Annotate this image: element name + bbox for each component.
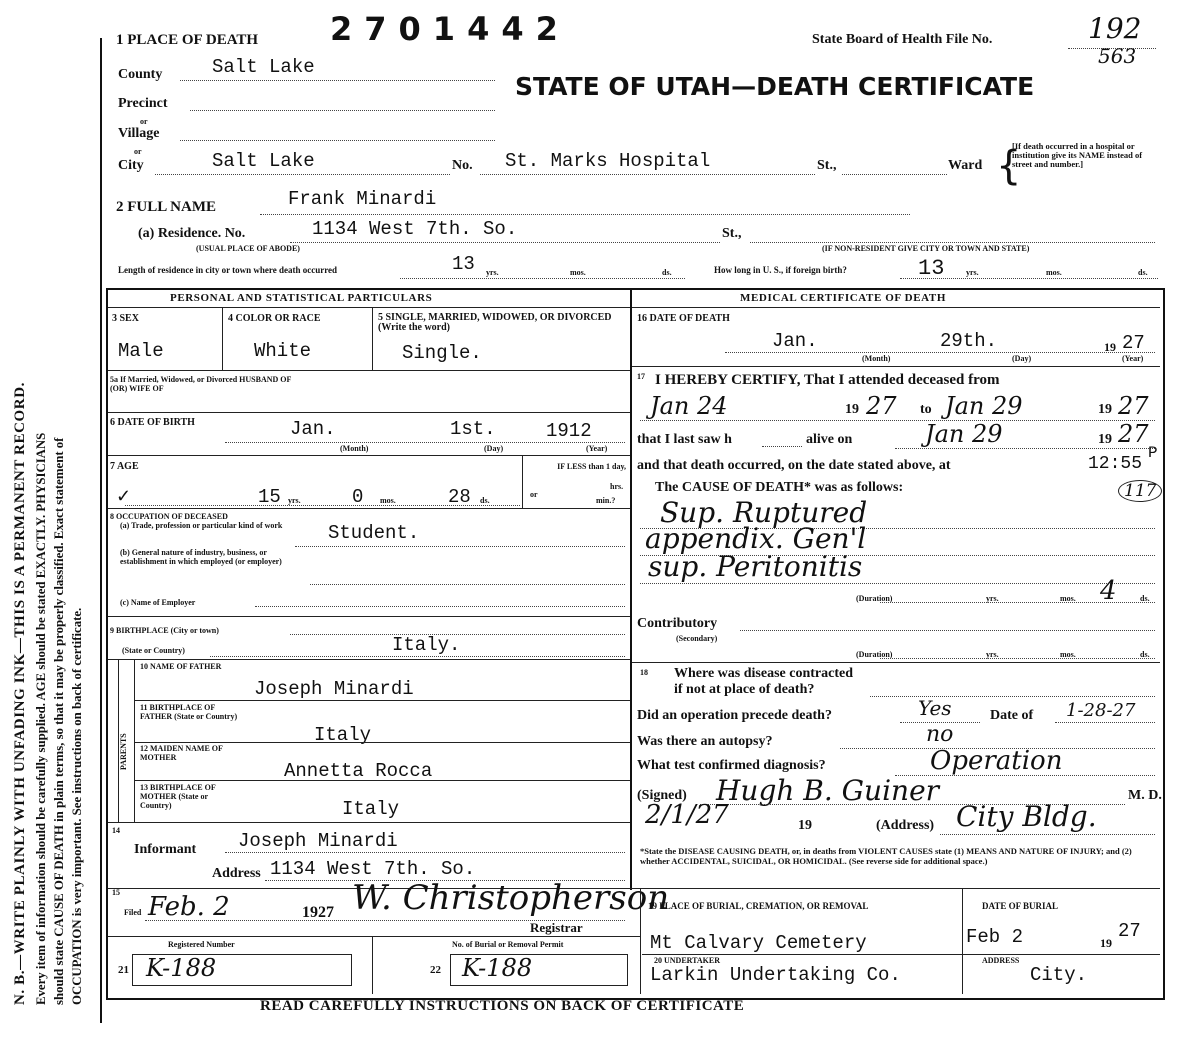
burial-permit-label: No. of Burial or Removal Permit <box>452 940 564 949</box>
sex-label: 3 SEX <box>112 313 139 324</box>
registrar-label: Registrar <box>530 920 583 935</box>
mother-value: Annetta Rocca <box>284 760 433 782</box>
parents-divider2 <box>134 660 135 822</box>
father-label: 10 NAME OF FATHER <box>140 662 222 671</box>
mother-bp-value: Italy <box>342 798 400 820</box>
mother-bottom <box>135 780 630 781</box>
sign-address: City Bldg. <box>956 800 1097 833</box>
informant-address-label: Address <box>212 866 261 881</box>
us-value: 13 <box>918 256 945 281</box>
where-label: Where was disease contracted <box>674 666 853 681</box>
attended-from: Jan 24 <box>650 392 728 420</box>
age-ds: 28 <box>448 486 471 508</box>
date-burial: Feb 2 <box>966 926 1024 948</box>
attended-line <box>640 420 1155 421</box>
full-name-value: Frank Minardi <box>288 188 437 210</box>
cause-line3: sup. Peritonitis <box>648 550 863 583</box>
county-line <box>180 80 495 81</box>
op-date: 1-28-27 <box>1066 700 1136 721</box>
dur2-mos: mos. <box>1060 650 1076 659</box>
occupation-a: (a) Trade, profession or particular kind of work <box>120 521 283 530</box>
age-ds-unit: ds. <box>480 496 490 505</box>
death-date-line <box>725 352 1155 353</box>
alive-year: 27 <box>1118 420 1149 448</box>
cause-line3-rule <box>640 583 1155 584</box>
ward-note: [If death occurred in a hospital or institution give its NAME instead of street and number.] <box>1012 141 1143 169</box>
operation-label: Did an operation precede death? <box>637 708 832 723</box>
burial-bottom <box>642 954 1160 955</box>
to-year-prefix: 19 <box>1098 402 1112 417</box>
undertaker-address-label: ADDRESS <box>982 956 1020 965</box>
death-time: 12:55 <box>1088 454 1143 474</box>
full-name-line <box>260 214 910 215</box>
residence-st: St., <box>722 226 742 241</box>
length-label: Length of residence in city or town where death occurred <box>118 265 338 275</box>
us-ds: ds. <box>1138 268 1148 277</box>
ward-bracket: { <box>996 143 1022 189</box>
precinct-line <box>190 110 495 111</box>
side-note-line1: N. B.—WRITE PLAINLY WITH UNFADING INK—THIS IS A PERMANENT RECORD. <box>12 382 28 1005</box>
length-mos: mos. <box>570 268 586 277</box>
dob-year-sub: (Year) <box>586 444 608 453</box>
filed-year: 1927 <box>302 904 334 921</box>
contributory-label: Contributory <box>637 616 718 631</box>
alive-year-prefix: 19 <box>1098 432 1112 447</box>
dob-month: Jan. <box>290 418 336 440</box>
sign-date-nineteen: 19 <box>798 818 812 833</box>
sex-divider <box>222 308 223 370</box>
center-divider <box>630 290 632 890</box>
county-value: Salt Lake <box>212 56 315 78</box>
dur-yrs: yrs. <box>986 594 999 603</box>
mother-bp-bottom <box>108 822 630 823</box>
row6-bottom <box>108 455 630 456</box>
length-yrs: yrs. <box>486 268 499 277</box>
saw-label: that I last saw h <box>637 432 732 447</box>
marital-value: Single. <box>402 342 482 364</box>
num15: 15 <box>112 888 120 897</box>
birthplace-value: Italy. <box>392 634 461 656</box>
to-year: 27 <box>1118 392 1149 420</box>
age-yrs-unit: yrs. <box>288 496 301 505</box>
residence-value: 1134 West 7th. So. <box>312 218 518 240</box>
ward-label: Ward <box>948 158 983 173</box>
length-value: 13 <box>452 253 475 275</box>
row3-bottom <box>108 370 630 371</box>
file-no-secondary: 563 <box>1098 44 1137 68</box>
num21: 21 <box>118 964 129 976</box>
birthplace-label: 9 BIRTHPLACE (City or town) <box>110 626 219 635</box>
city-label: City <box>118 158 144 173</box>
where-rule <box>870 696 1155 697</box>
birthplace-sub: (State or Country) <box>122 646 185 655</box>
us-line <box>900 278 1158 279</box>
reg-number: K-188 <box>146 954 217 982</box>
village-line <box>180 140 495 141</box>
or-2: or <box>134 147 142 156</box>
spouse-label: 5a If Married, Widowed, or Divorced HUSBAND OF (OR) WIFE OF <box>110 375 292 393</box>
city-value: Salt Lake <box>212 150 315 172</box>
occupation-value: Student. <box>328 522 420 544</box>
death-year-prefix: 19 <box>1104 340 1116 354</box>
undertaker-label: 20 UNDERTAKER <box>654 956 721 965</box>
left-border <box>100 38 102 1023</box>
test-value: Operation <box>930 746 1063 776</box>
mother-bp-label: 13 BIRTHPLACE OF MOTHER (State or Country) <box>140 783 216 810</box>
occupation-b-line <box>310 584 625 585</box>
row7-bottom <box>108 508 630 509</box>
dur2-yrs: yrs. <box>986 650 999 659</box>
side-note-line3: should state CAUSE OF DEATH in plain terms, so that it may be properly classified. Exact statement of <box>52 437 66 1005</box>
death-month-sub: (Month) <box>862 354 891 363</box>
death-month: Jan. <box>772 330 818 352</box>
num18: 18 <box>640 668 648 677</box>
medical-header: MEDICAL CERTIFICATE OF DEATH <box>740 292 946 304</box>
age-mos: 0 <box>352 486 364 508</box>
length-line <box>400 278 685 279</box>
dur-ds: ds. <box>1140 594 1150 603</box>
us-label: How long in U. S., if foreign birth? <box>714 265 847 275</box>
duration-label-2: (Duration) <box>856 650 893 659</box>
num17: 17 <box>637 372 645 381</box>
attended-to: Jan 29 <box>945 392 1023 420</box>
age-yrs: 15 <box>258 486 281 508</box>
parents-label: PARENTS <box>119 733 128 770</box>
date-burial-prefix: 19 <box>1100 936 1112 950</box>
contributory-rule <box>740 630 1155 631</box>
us-mos: mos. <box>1046 268 1062 277</box>
alive-on: Jan 29 <box>925 420 1003 448</box>
burial-date-divider <box>962 888 963 994</box>
cause-label: The CAUSE OF DEATH* was as follows: <box>655 480 904 495</box>
occupation-line <box>295 546 625 547</box>
hrs-label: hrs. <box>610 482 624 491</box>
where-label-2: if not at place of death? <box>674 682 815 697</box>
age-line <box>125 505 520 506</box>
less-label: IF LESS than 1 day, <box>557 462 626 471</box>
residence-sub: (USUAL PLACE OF ABODE) <box>196 244 300 253</box>
md-label: M. D. <box>1128 788 1162 803</box>
color-label: 4 COLOR OR RACE <box>228 313 321 324</box>
age-divider <box>522 456 523 508</box>
dob-day-sub: (Day) <box>484 444 504 453</box>
death-pm: P <box>1148 444 1158 462</box>
from-year: 27 <box>866 392 897 420</box>
signature: Hugh B. Guiner <box>716 774 940 807</box>
occupation-c: (c) Name of Employer <box>120 598 196 607</box>
no-value: St. Marks Hospital <box>505 150 711 172</box>
place-of-death-heading: 1 PLACE OF DEATH <box>116 32 259 48</box>
row16-bottom <box>632 366 1160 367</box>
death-day: 29th. <box>940 330 998 352</box>
dob-day: 1st. <box>450 418 496 440</box>
dur2-ds: ds. <box>1140 650 1150 659</box>
date-burial-year: 27 <box>1118 920 1141 942</box>
row5a-bottom <box>108 412 630 413</box>
row17-bottom <box>632 662 1160 663</box>
cause-line2: appendix. Gen'l <box>645 522 867 555</box>
certificate-title: STATE OF UTAH—DEATH CERTIFICATE <box>515 72 1035 101</box>
burial-permit: K-188 <box>462 954 533 982</box>
informant-value: Joseph Minardi <box>238 830 398 852</box>
reg-top <box>108 936 640 937</box>
date-burial-label: DATE OF BURIAL <box>982 901 1059 911</box>
filed-date: Feb. 2 <box>148 892 230 922</box>
side-note-line2: Every item of information should be carefully supplied. AGE should be stated EXACTLY. PHYSICIANS <box>34 432 48 1005</box>
marital-label: 5 SINGLE, MARRIED, WIDOWED, OR DIVORCED (Write the word) <box>378 312 612 333</box>
mother-label: 12 MAIDEN NAME OF MOTHER <box>140 744 223 762</box>
place-burial: Mt Calvary Cemetery <box>650 932 867 954</box>
address-rule <box>940 834 1155 835</box>
duration-label: (Duration) <box>856 594 893 603</box>
death-day-sub: (Day) <box>1012 354 1032 363</box>
employer-line <box>255 606 625 607</box>
age-check: ✓ <box>116 486 132 506</box>
date-of-death-label: 16 DATE OF DEATH <box>637 313 730 324</box>
registrar-signature: W. Christopherson <box>352 878 670 918</box>
age-mos-unit: mos. <box>380 496 396 505</box>
test-label: What test confirmed diagnosis? <box>637 758 826 773</box>
dur-mos: mos. <box>1060 594 1076 603</box>
autopsy-value: no <box>926 722 954 747</box>
row9-bottom <box>108 659 630 660</box>
sign-address-label: (Address) <box>876 818 935 833</box>
cause-line1: Sup. Ruptured <box>660 496 868 529</box>
color-value: White <box>254 340 312 362</box>
op-date-label: Date of <box>990 708 1034 723</box>
min-label: min.? <box>596 496 616 505</box>
undertaker: Larkin Undertaking Co. <box>650 964 901 986</box>
death-year-sub: (Year) <box>1122 354 1144 363</box>
sex-value: Male <box>118 340 164 362</box>
us-yrs: yrs. <box>966 268 979 277</box>
certificate-number: 2701442 <box>330 10 570 48</box>
residence-line <box>290 242 720 243</box>
village-label: Village <box>118 126 160 141</box>
or-label: or <box>530 490 538 499</box>
undertaker-address: City. <box>1030 964 1088 986</box>
place-burial-label: 19 PLACE OF BURIAL, CREMATION, OR REMOVAL <box>648 901 869 911</box>
personal-header: PERSONAL AND STATISTICAL PARTICULARS <box>170 292 433 304</box>
num22: 22 <box>430 964 441 976</box>
birthplace-line2 <box>210 656 625 657</box>
informant-label: Informant <box>134 842 197 857</box>
precinct-label: Precinct <box>118 96 168 111</box>
medical-note: *State the DISEASE CAUSING DEATH, or, in deaths from VIOLENT CAUSES state (1) MEANS AND NATURE OF INJURY; and (2) whether ACCIDENTAL, SUICIDAL, OR HOMICIDAL. (See reverse side for additional space.) <box>640 846 1132 866</box>
informant-num: 14 <box>112 826 120 835</box>
side-note-line4: OCCUPATION is very important. See instructions on back of certificate. <box>70 607 84 1005</box>
father-bp-bottom <box>135 742 630 743</box>
operation-value: Yes <box>918 696 952 720</box>
dur-value: 4 <box>1100 576 1117 606</box>
reg-number-label: Registered Number <box>168 940 235 949</box>
filed-label: Filed <box>124 908 142 917</box>
autopsy-label: Was there an autopsy? <box>637 734 773 749</box>
father-bottom <box>135 700 630 701</box>
sign-date: 2/1/27 <box>645 800 729 830</box>
residence-label: (a) Residence. No. <box>138 226 246 241</box>
reg-divider <box>372 936 373 994</box>
signed-label: (Signed) <box>637 788 687 803</box>
alive-label: alive on <box>806 432 853 447</box>
no-label: No. <box>452 158 473 173</box>
dob-label: 6 DATE OF BIRTH <box>110 417 195 428</box>
certify-text: I HEREBY CERTIFY, That I attended deceased from <box>655 372 1000 388</box>
alive-line <box>895 448 1155 449</box>
occupation-b: (b) General nature of industry, business, or establishment in which employed (or employer) <box>120 548 282 566</box>
file-no-label: State Board of Health File No. <box>812 32 993 47</box>
residence-st-line <box>750 242 1155 243</box>
race-divider <box>372 308 373 370</box>
full-name-label: 2 FULL NAME <box>116 199 217 215</box>
duration-rule-2 <box>880 658 1155 659</box>
st-label: St., <box>817 158 837 173</box>
or-1: or <box>140 117 148 126</box>
occupation-label: 8 OCCUPATION OF DECEASED <box>110 512 228 521</box>
city-line <box>155 174 450 175</box>
secondary-sub: (Secondary) <box>676 634 718 643</box>
medical-header-line <box>632 307 1160 308</box>
file-no-value: 192 <box>1088 12 1142 45</box>
length-ds: ds. <box>662 268 672 277</box>
dob-line <box>225 442 625 443</box>
father-bp-value: Italy <box>314 724 372 746</box>
duration-rule <box>880 602 1155 603</box>
from-year-prefix: 19 <box>845 402 859 417</box>
row8-bottom <box>108 616 630 617</box>
no-line <box>480 174 815 175</box>
st-line <box>842 174 947 175</box>
father-value: Joseph Minardi <box>254 678 414 700</box>
nonresident-note: (IF NON-RESIDENT GIVE CITY OR TOWN AND STATE) <box>822 244 1030 253</box>
bottom-center-divider <box>640 888 641 994</box>
father-bp-label: 11 BIRTHPLACE OF FATHER (State or Country) <box>140 703 238 721</box>
to-label: to <box>920 402 932 417</box>
death-year: 27 <box>1122 332 1145 354</box>
footer-instructions: READ CAREFULLY INSTRUCTIONS ON BACK OF CERTIFICATE <box>260 998 745 1014</box>
op-date-rule <box>1055 722 1155 723</box>
personal-header-line <box>108 307 630 308</box>
saw-line <box>762 446 802 447</box>
informant-line <box>225 852 625 853</box>
occurred-label: and that death occurred, on the date stated above, at <box>637 458 951 473</box>
dob-year: 1912 <box>546 420 592 442</box>
dob-month-sub: (Month) <box>340 444 369 453</box>
age-label: 7 AGE <box>110 461 139 472</box>
county-label: County <box>118 67 163 82</box>
cause-code: 117 <box>1118 480 1162 502</box>
informant-address: 1134 West 7th. So. <box>270 858 476 880</box>
